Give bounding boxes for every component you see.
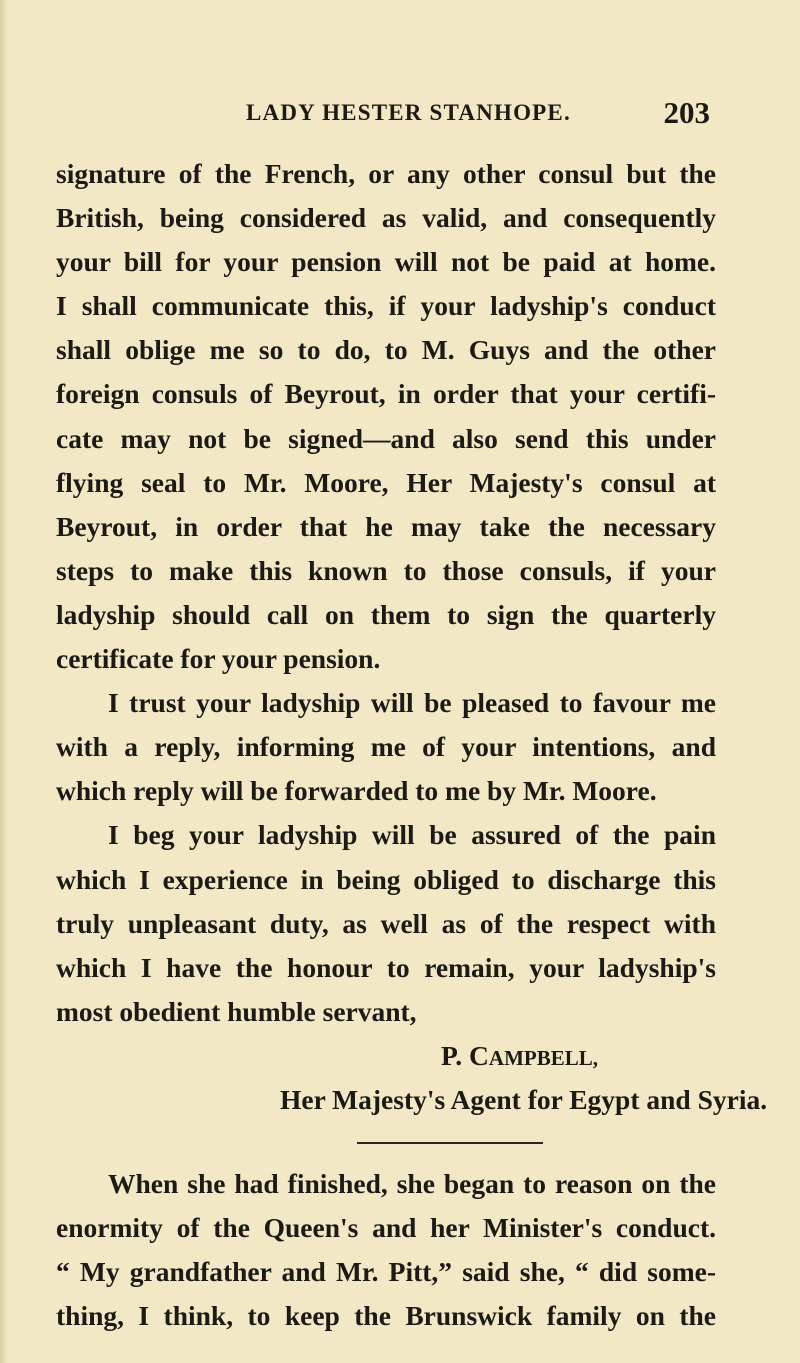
text-line: with a reply, informing me of your intentions, and bbox=[56, 731, 716, 763]
text-line: I trust your ladyship will be pleased to favour me bbox=[108, 687, 716, 719]
text-line: signature of the French, or any other consul but the bbox=[56, 158, 716, 189]
text-line: thing, I think, to keep the Brunswick family on the bbox=[56, 1300, 716, 1332]
body-text bbox=[56, 152, 768, 1338]
text-line: which reply will be forwarded to me by Mr. Moore. bbox=[56, 775, 657, 807]
text-line: When she had finished, she began to reason on the bbox=[108, 1168, 716, 1200]
signature-initial: P. bbox=[441, 1039, 463, 1071]
page-gutter-shadow bbox=[0, 0, 8, 1363]
text-line: which I experience in being obliged to discharge this bbox=[56, 863, 716, 895]
text-line: Beyrout, in order that he may take the necessary bbox=[56, 510, 716, 542]
signature-title: Her Majesty's Agent for Egypt and Syria. bbox=[280, 1083, 768, 1115]
text-line: certificate for your pension. bbox=[56, 643, 381, 675]
text-line: enormity of the Queen's and her Minister's conduct. bbox=[56, 1212, 716, 1244]
text-line: I beg your ladyship will be assured of the pain bbox=[108, 819, 716, 851]
running-head: LADY HESTER STANHOPE. bbox=[246, 100, 571, 125]
text-line: British, being considered as valid, and consequently bbox=[56, 202, 716, 234]
text-line: flying seal to Mr. Moore, Her Majesty's consul at bbox=[56, 466, 716, 498]
text-line: cate may not be signed—and also send this under bbox=[56, 422, 716, 454]
page-header bbox=[0, 95, 800, 140]
text-line: “ My grandfather and Mr. Pitt,” said she, “ did some- bbox=[56, 1256, 716, 1288]
text-line: which I have the honour to remain, your ladyship's bbox=[56, 951, 716, 983]
divider-rule bbox=[357, 1142, 543, 1144]
text-line: steps to make this known to those consuls, if your bbox=[56, 554, 716, 586]
text-line: I shall communicate this, if your ladyship's conduct bbox=[56, 290, 716, 322]
text-line: truly unpleasant duty, as well as of the respect with bbox=[56, 907, 716, 939]
page-number: 203 bbox=[663, 95, 710, 130]
section-divider bbox=[56, 1122, 716, 1162]
signature-name bbox=[56, 1034, 716, 1078]
text-line: foreign consuls of Beyrout, in order that your certifi- bbox=[56, 378, 716, 410]
text-line: ladyship should call on them to sign the quarterly bbox=[56, 598, 716, 630]
text-line: most obedient humble servant, bbox=[56, 995, 417, 1027]
text-line: shall oblige me so to do, to M. Guys and the other bbox=[56, 334, 716, 366]
text-line: your bill for your pension will not be paid at home. bbox=[56, 246, 716, 278]
signature-name-rest: AMPBELL, bbox=[488, 1045, 598, 1070]
signature-name-first-letter: C bbox=[469, 1039, 489, 1071]
